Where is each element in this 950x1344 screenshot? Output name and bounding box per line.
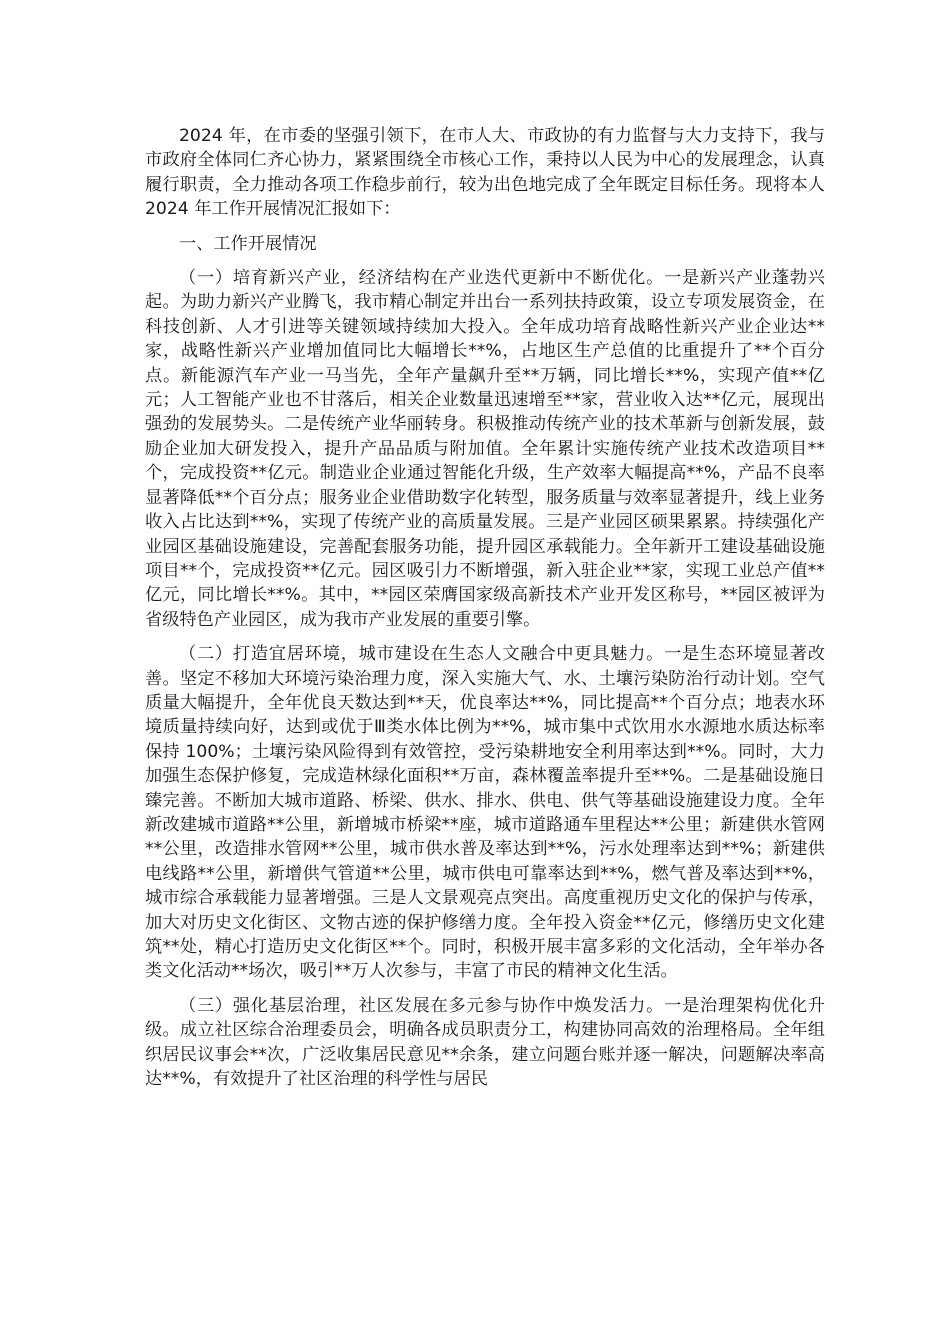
section-heading: 一、工作开展情况	[179, 233, 317, 254]
document-page	[145, 124, 825, 1101]
section-paragraph-1: （一）培育新兴产业，经济结构在产业迭代更新中不断优化。一是新兴产业蓬勃兴起。为助力新兴产业腾飞，我市精心制定并出台一系列扶持政策，设立专项发展资金，在科技创新、人才引进等关键领域持续加大投入。全年成功培育战略性新兴产业企业达**家，战略性新兴产业增加值同比大幅增长**%，占地区生产总值的比重提升了**个百分点。新能源汽车产业一马当先，全年产量飙升至**万辆，同比增长**%，实现产值**亿元；人工智能产业也不甘落后，相关企业数量迅速增至**家，营业收入达**亿元，展现出强劲的发展势头。二是传统产业华丽转身。积极推动传统产业的技术革新与创新发展，鼓励企业加大研发投入，提升产品品质与附加值。全年累计实施传统产业技术改造项目**个，完成投资**亿元。制造业企业通过智能化升级，生产效率大幅提高**%，产品不良率显著降低**个百分点；服务业企业借助数字化转型，服务质量与效率显著提升，线上业务收入占比达到**%，实现了传统产业的高质量发展。三是产业园区硕果累累。持续强化产业园区基础设施建设，完善配套服务功能，提升园区承载能力。全年新开工建设基础设施项目**个，完成投资**亿元。园区吸引力不断增强，新入驻企业**家，实现工业总产值**亿元，同比增长**%。其中，**园区荣膺国家级高新技术产业开发区称号，**园区被评为省级特色产业园区，成为我市产业发展的重要引擎。	[145, 268, 825, 630]
intro-paragraph: 2024 年，在市委的坚强引领下，在市人大、市政协的有力监督与大力支持下，我与市政府全体同仁齐心协力，紧紧围绕全市核心工作，秉持以人民为中心的发展理念，认真履行职责，全力推动各项工作稳步前行，较为出色地完成了全年既定目标任务。现将本人 2024 年工作开展情况汇报如下：	[145, 126, 825, 220]
section-paragraph-2: （二）打造宜居环境，城市建设在生态人文融合中更具魅力。一是生态环境显著改善。坚定不移加大环境污染治理力度，深入实施大气、水、土壤污染防治行动计划。空气质量大幅提升，全年优良天数达到**天，优良率达**%，同比提高**个百分点；地表水环境质量持续向好，达到或优于Ⅲ类水体比例为**%，城市集中式饮用水水源地水质达标率保持 100%；土壤污染风险得到有效管控，受污染耕地安全利用率达到**%。同时，大力加强生态保护修复，完成造林绿化面积**万亩，森林覆盖率提升至**%。二是基础设施日臻完善。不断加大城市道路、桥梁、供水、排水、供电、供气等基础设施建设力度。全年新改建城市道路**公里，新增城市桥梁**座，城市道路通车里程达**公里；新建供水管网**公里，改造排水管网**公里，城市供水普及率达到**%，污水处理率达到**%；新建供电线路**公里，新增供气管道**公里，城市供电可靠率达到**%，燃气普及率达到**%，城市综合承载能力显著增强。三是人文景观亮点突出。高度重视历史文化的保护与传承，加大对历史文化街区、文物古迹的保护修缮力度。全年投入资金**亿元，修缮历史文化建筑**处，精心打造历史文化街区**个。同时，积极开展丰富多彩的文化活动，全年举办各类文化活动**场次，吸引**万人次参与，丰富了市民的精神文化生活。	[145, 644, 825, 982]
section-paragraph-3: （三）强化基层治理，社区发展在多元参与协作中焕发活力。一是治理架构优化升级。成立社区综合治理委员会，明确各成员职责分工，构建协同高效的治理格局。全年组织居民议事会**次，广泛收集居民意见**余条，建立问题台账并逐一解决，问题解决率高达**%，有效提升了社区治理的科学性与居民	[145, 995, 825, 1090]
